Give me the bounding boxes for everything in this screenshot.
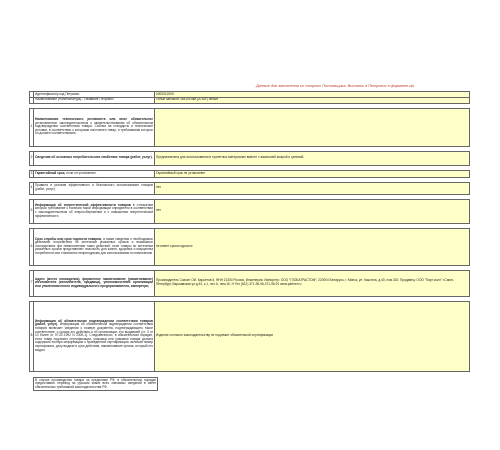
row-number: 1 [30, 108, 34, 146]
row-number: 8 [30, 301, 34, 371]
row-label [34, 151, 155, 165]
row-value[interactable]: нет [155, 199, 470, 223]
row-label-bold: Адрес (место нахождения), фирменное наименование (наименование) изготовителя (исполнителя, продавца), уполномоченной организации или уполномоченного индивидуального предпринимателя, импортера; [35, 276, 153, 288]
table-row [30, 170, 470, 177]
row-value[interactable]: Изделие согласно законодательству не подлежит обязательной сертификации [155, 301, 470, 371]
row-value[interactable]: Производитель Союзег ОИ. Карьетов 5, ФНН 21300 Россия, Инженерия. Импортер: ООО "ГЛОБАТРАСТОМ"; 220004 Беларусь, г. Минск, ул. Каштата, д.40, пом.302. Продавец: ООО "Парт ксил" г.Санкт-Петербург, Варшавская ул.д.51, к.1, лит А, пом.16, Н Тел (812) 371-96-96,371-96-91 www.parfner.ru [155, 270, 470, 296]
row-number: 4 [30, 182, 34, 194]
row-label-bold: Сведения об основных потребительских свойствах товара (работ, услуг). [35, 155, 153, 160]
table-row [30, 199, 470, 223]
table-row [30, 182, 470, 194]
row-value[interactable]: нет [155, 182, 470, 194]
row-label-text: Правила и условия эффективного и безопасного использования товаров (работ, услуг) [35, 183, 153, 192]
row-label [34, 170, 155, 177]
row-number: 5 [30, 199, 34, 223]
row-label-bold: Информация об обязательном подтверждении соответствия товаров (работ, услуг). [35, 318, 153, 327]
row-label-text: установленное законодательством о свидетельствовании об обязательном подтверждении соответствия товара. Ссылки на стандарты и технические условия, в соответствии с которыми изготовлен товар, и требованиям которых он должен соответствовать. [35, 120, 153, 136]
row-number: 3 [30, 170, 34, 177]
translation-note: В случае производства товара за пределами РФ, в обязательном порядке предоставить перевод на русском языке всех значимых сведений в свете обязательных требований законодательства РФ. [33, 377, 158, 391]
row-number: 7 [30, 270, 34, 296]
row-value[interactable]: не имеет срока годности [155, 228, 470, 265]
row-label-text: если он установлен: [65, 170, 97, 175]
product-info-table [29, 91, 470, 372]
row-label-bold: Гарантийный срок, [35, 170, 66, 175]
row-label-bold: Информация об энергетической эффективности товаров [35, 202, 131, 207]
row-value[interactable]: Гарантийный срок не установлен [155, 170, 470, 177]
row-label [34, 301, 155, 371]
table-row [30, 108, 470, 146]
row-label-text: в отношении которых требование о наличии такой информации определено в соответствии с законодательством об энергосбережении и о повышении энергетической эффективности [35, 202, 154, 218]
row-value[interactable] [155, 108, 470, 146]
row-value[interactable]: 0000012000 [155, 92, 470, 98]
table-row [30, 270, 470, 296]
row-value[interactable]: Голые запчасти 16х100 мм (20 шт.) белые [155, 97, 470, 103]
row-label-text: Наименование (Номенклатура) - Название Петрович [35, 97, 114, 102]
row-label [34, 228, 155, 265]
row-number: 2 [30, 151, 34, 165]
row-label-bold: Срок службы или срок годности товаров, [35, 236, 102, 241]
row-number: 6 [30, 228, 34, 265]
row-label-text: а также сведения о необходимых действиях потребителя по истечении указанных сроков и возможных последствиях при невыполнении таких действий, если товары по истечении указанных сроков представляют опасность для жизни, здоровья и имущества потребителя или становятся непригодными для использования по назначению [35, 236, 153, 255]
row-label [34, 182, 155, 194]
row-value[interactable]: Предназначена для использования в туалетных материалах вместе с вакансией мокрой и целевой. [155, 151, 470, 165]
supplier-note: Данные для заполнения со стороны Поставщика. Выслать в Петрович в формате.zip [256, 84, 414, 88]
row-label [34, 270, 155, 296]
row-label-text: Информация об обязательном подтверждении соответствия товаров включает сведения о номере документа, подтверждающего такое соответствие, о сроках его действия и об организации, его выдавшей (ст. 3 от 10 более от 07.02.1992 N 2300-1). Следовательно, в обязательном порядке, если товар подлежит сертификации, упаковка или упаковка товара должна содержать полную информацию о проведенной сертификации, включая номер сертификата, дату выдачи и срок действия, наименование органа, который его выдал. [35, 322, 153, 352]
row-label-text: Идентификатор код Петрович [35, 91, 80, 96]
table-row [30, 228, 470, 265]
row-label [34, 199, 155, 223]
table-row [30, 301, 470, 371]
row-label-bold: Наименование технического регламента или иное обязательное [35, 117, 153, 122]
table-row [30, 151, 470, 165]
row-label [34, 108, 155, 146]
